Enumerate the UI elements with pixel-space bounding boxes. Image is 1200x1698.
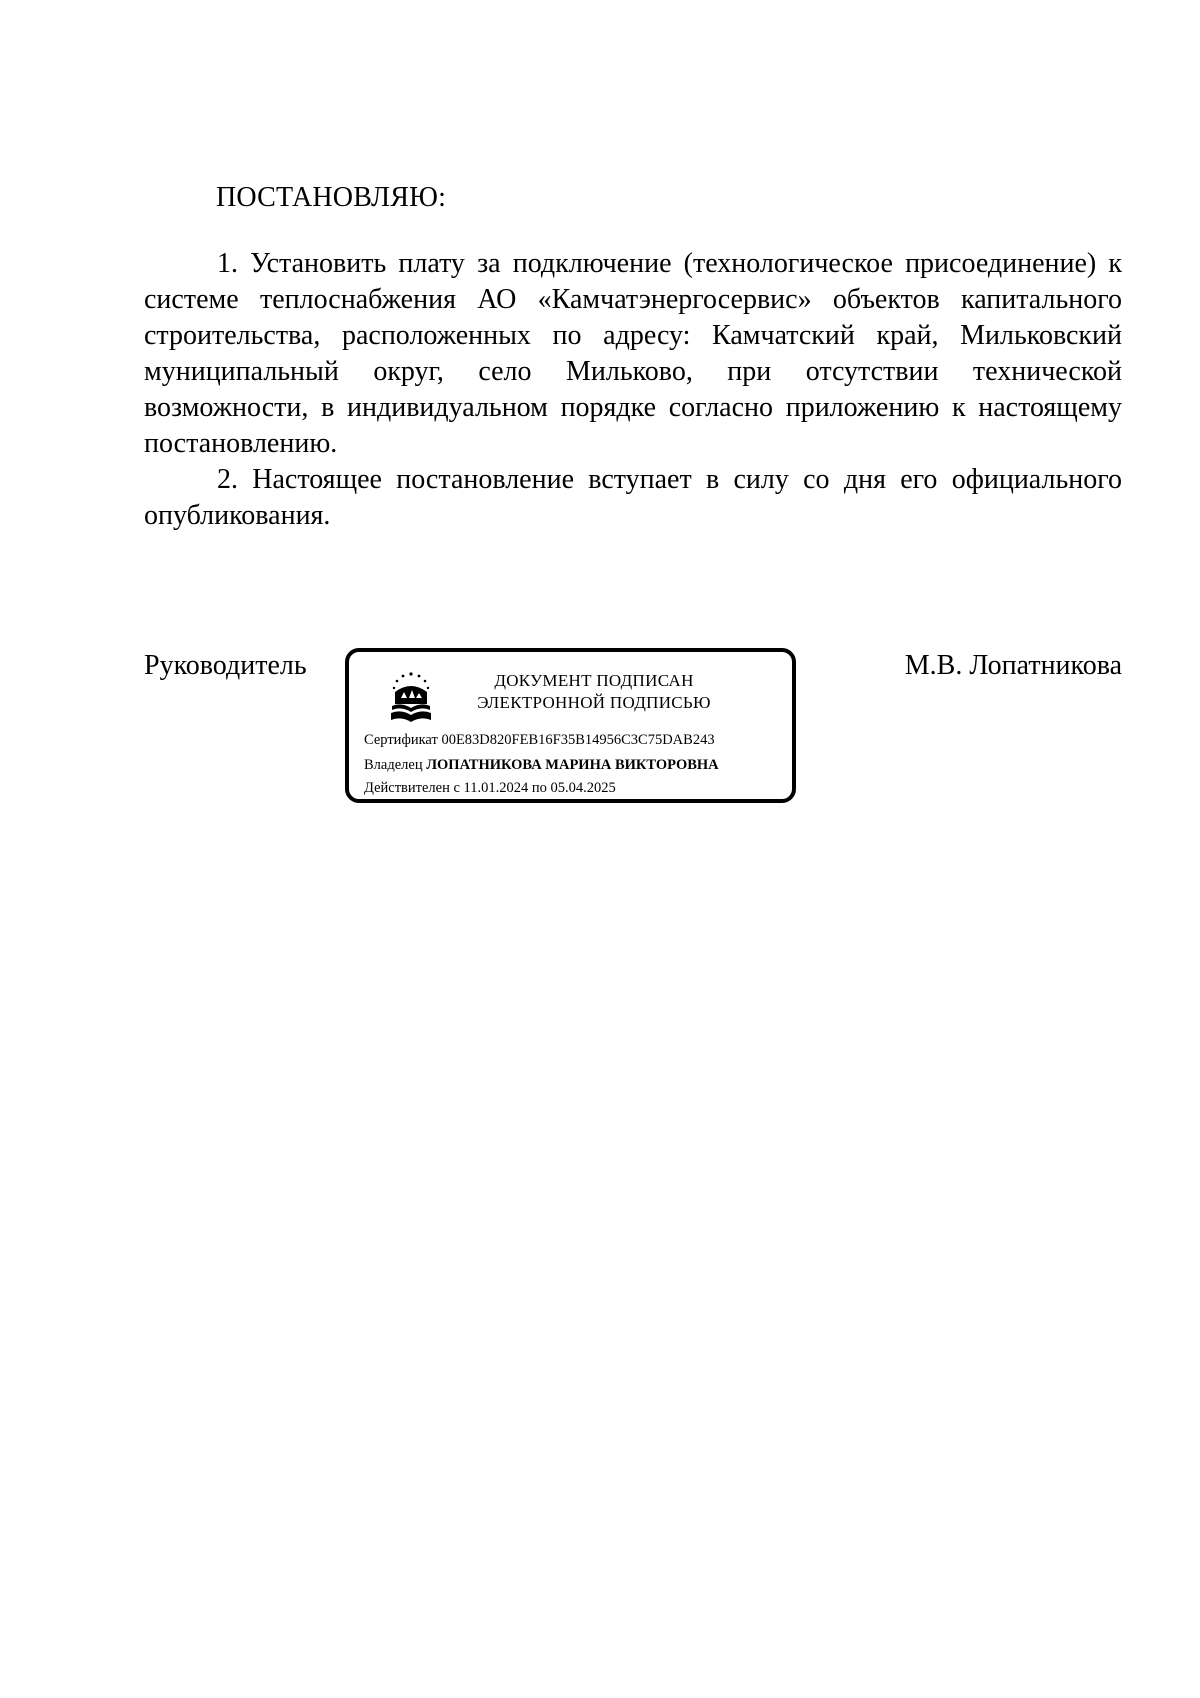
- resolution-clause-2: 2. Настоящее постановление вступает в силу со дня его официального опубликования.: [144, 464, 1122, 531]
- resolution-heading: ПОСТАНОВЛЯЮ:: [216, 182, 447, 213]
- electronic-signature-stamp: [345, 648, 796, 803]
- resolution-clause-1: 1. Установить плату за подключение (технологическое присоединение) к системе теплоснабжения АО «Камчатэнергосервис» объектов капитального строительства, расположенных по адресу: Камчатский край, Мильковский муниципальный округ, село Мильково, при отсутствии технической возможности, в индивидуальном порядке согласно приложению к настоящему постановлению.: [144, 248, 1122, 459]
- signer-name: М.В. Лопатникова: [904, 650, 1122, 681]
- validity-from-label: с: [453, 780, 460, 796]
- stamp-validity: [364, 778, 616, 798]
- stamp-title: [444, 670, 744, 714]
- owner-label: Владелец: [364, 757, 423, 773]
- certificate-label: Сертификат: [364, 732, 438, 748]
- validity-to-label: по: [531, 780, 547, 796]
- kamchatka-coat-of-arms-icon: [389, 668, 433, 728]
- resolution-body: [144, 246, 1122, 534]
- validity-from-date: 11.01.2024: [463, 780, 529, 796]
- validity-to-date: 05.04.2025: [550, 780, 616, 796]
- stamp-owner: [364, 755, 719, 775]
- owner-name: ЛОПАТНИКОВА МАРИНА ВИКТОРОВНА: [426, 757, 719, 773]
- certificate-number: 00E83D820FEB16F35B14956C3C75DAB243: [441, 732, 715, 748]
- stamp-certificate: [364, 730, 715, 750]
- stamp-title-line-1: ДОКУМЕНТ ПОДПИСАН: [494, 671, 694, 690]
- signer-role: Руководитель: [144, 650, 307, 681]
- signature-block: [144, 648, 1122, 818]
- stamp-title-line-2: ЭЛЕКТРОННОЙ ПОДПИСЬЮ: [477, 693, 711, 712]
- validity-label: Действителен: [364, 780, 450, 796]
